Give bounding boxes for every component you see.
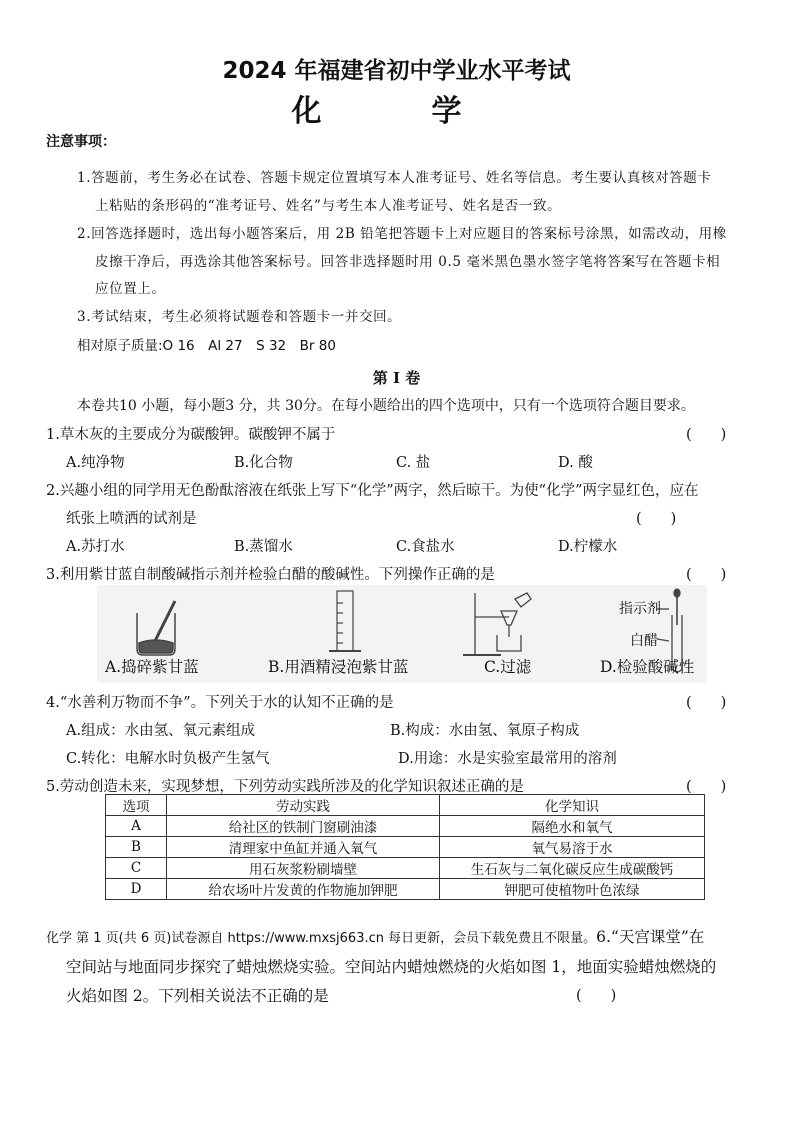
q1-stem: 1.草木灰的主要成分为碳酸钾。碳酸钾不属于 <box>46 427 336 443</box>
cell-knowledge: 生石灰与二氧化碳反应生成碳酸钙 <box>440 858 705 879</box>
q3-caption-d: D.检验酸碱性 <box>600 658 695 676</box>
q1-option-d: D. 酸 <box>558 455 593 471</box>
notice-line: 2.回答选择题时，选出每小题答案后，用 2B 铅笔把答题卡上对应题目的答案标号涂黑，如需改动，用橡 <box>77 226 727 242</box>
graduated-cylinder-icon <box>329 591 361 651</box>
q2-option-a: A.苏打水 <box>66 539 125 555</box>
notice-line: 1.答题前，考生务必在试卷、答题卡规定位置填写本人准考证号、姓名等信息。考生要认真核对答题卡 <box>77 170 712 186</box>
table-row <box>106 837 705 858</box>
q4-stem: 4.“水善利万物而不争”。下列关于水的认知不正确的是 <box>46 695 394 711</box>
q1-answer-paren: ( ) <box>686 427 727 443</box>
q2-answer-paren: ( ) <box>636 511 677 527</box>
header-practice: 劳动实践 <box>167 795 440 816</box>
cell-practice: 清理家中鱼缸并通入氧气 <box>167 837 440 858</box>
cell-knowledge: 隔绝水和氧气 <box>440 816 705 837</box>
exam-title: 2024 年福建省初中学业水平考试 <box>222 58 571 84</box>
section-title: 第 I 卷 <box>372 369 421 387</box>
q6-stem-start: 6.“天宫课堂”在 <box>596 928 705 946</box>
q2-option-d: D.柠檬水 <box>558 539 618 555</box>
cell-knowledge: 钾肥可使植物叶色浓绿 <box>440 879 705 900</box>
q5-table <box>105 794 705 900</box>
notice-line: 皮擦干净后，再选涂其他答案标号。回答非选择题时用 0.5 毫米黑色墨水签字笔将答案写在答题卡相 <box>95 254 721 270</box>
cell-practice: 用石灰浆粉刷墙壁 <box>167 858 440 879</box>
filtration-apparatus-icon <box>463 593 531 655</box>
page-footer <box>46 925 704 947</box>
section-intro: 本卷共10 小题，每小题3 分，共 30分。在每小题给出的四个选项中，只有一个选项符合题目要求。 <box>77 398 695 414</box>
q5-answer-paren: ( ) <box>686 779 727 795</box>
subject-title: 化 学 <box>291 94 502 129</box>
notice-heading: 注意事项： <box>46 134 116 150</box>
cell-knowledge: 氧气易溶于水 <box>440 837 705 858</box>
q4-option-c: C.转化：电解水时负极产生氢气 <box>66 751 270 767</box>
cell-option: C <box>106 858 167 879</box>
notice-line: 上粘贴的条形码的“准考证号、姓名”与考生本人准考证号、姓名是否一致。 <box>95 198 562 214</box>
header-knowledge: 化学知识 <box>440 795 705 816</box>
q1-option-a: A.纯净物 <box>66 455 125 471</box>
q4-option-d: D.用途：水是实验室最常用的溶剂 <box>398 751 617 767</box>
q6-answer-paren: ( ) <box>576 988 617 1004</box>
q2-stem: 2.兴趣小组的同学用无色酚酞溶液在纸张上写下“化学”两字，然后晾干。为使“化学”两字显红色，应在 <box>46 483 699 499</box>
beaker-pestle-icon <box>137 601 175 655</box>
q1-option-b: B.化合物 <box>234 455 293 471</box>
q1-option-c: C. 盐 <box>396 455 431 471</box>
footer-text: 化学 第 1 页(共 6 页)试卷源自 https://www.mxsj663.cn 每日更新，会员下载免费且不限量。 <box>46 931 597 946</box>
cell-option: A <box>106 816 167 837</box>
q3-answer-paren: ( ) <box>686 567 727 583</box>
table-row <box>106 879 705 900</box>
cell-practice: 给农场叶片发黄的作物施加钾肥 <box>167 879 440 900</box>
header-option: 选项 <box>106 795 167 816</box>
q2-option-b: B.蒸馏水 <box>234 539 293 555</box>
cell-option: D <box>106 879 167 900</box>
cell-practice: 给社区的铁制门窗刷油漆 <box>167 816 440 837</box>
table-row <box>106 816 705 837</box>
cell-option: B <box>106 837 167 858</box>
q2-option-c: C.食盐水 <box>396 539 455 555</box>
q3-stem: 3.利用紫甘蓝自制酸碱指示剂并检验白醋的酸碱性。下列操作正确的是 <box>46 567 495 583</box>
indicator-label: 指示剂 <box>619 601 661 617</box>
notice-line: 3.考试结束，考生必须将试题卷和答题卡一并交回。 <box>77 309 402 325</box>
atomic-mass-line: 相对原子质量:O 16 Al 27 S 32 Br 80 <box>77 338 336 354</box>
q3-caption-c: C.过滤 <box>484 658 532 676</box>
q3-caption-b: B.用酒精浸泡紫甘蓝 <box>268 658 409 676</box>
q6-stem-line3: 火焰如图 2。下列相关说法不正确的是 <box>66 987 329 1005</box>
q4-option-a: A.组成：水由氢、氧元素组成 <box>66 723 256 739</box>
table-row <box>106 858 705 879</box>
table-header-row <box>106 795 705 816</box>
notice-line: 应位置上。 <box>95 281 166 297</box>
vinegar-label: 白醋 <box>630 633 658 649</box>
q4-option-b: B.构成：水由氢、氧原子构成 <box>390 723 580 739</box>
q2-stem-cont: 纸张上喷洒的试剂是 <box>66 511 197 527</box>
q3-caption-a: A.捣碎紫甘蓝 <box>105 658 199 676</box>
q5-stem: 5.劳动创造未来，实现梦想，下列劳动实践所涉及的化学知识叙述正确的是 <box>46 779 524 795</box>
q4-answer-paren: ( ) <box>686 695 727 711</box>
q6-stem-line2: 空间站与地面同步探究了蜡烛燃烧实验。空间站内蜡烛燃烧的火焰如图 1，地面实验蜡烛燃烧的 <box>66 958 717 976</box>
